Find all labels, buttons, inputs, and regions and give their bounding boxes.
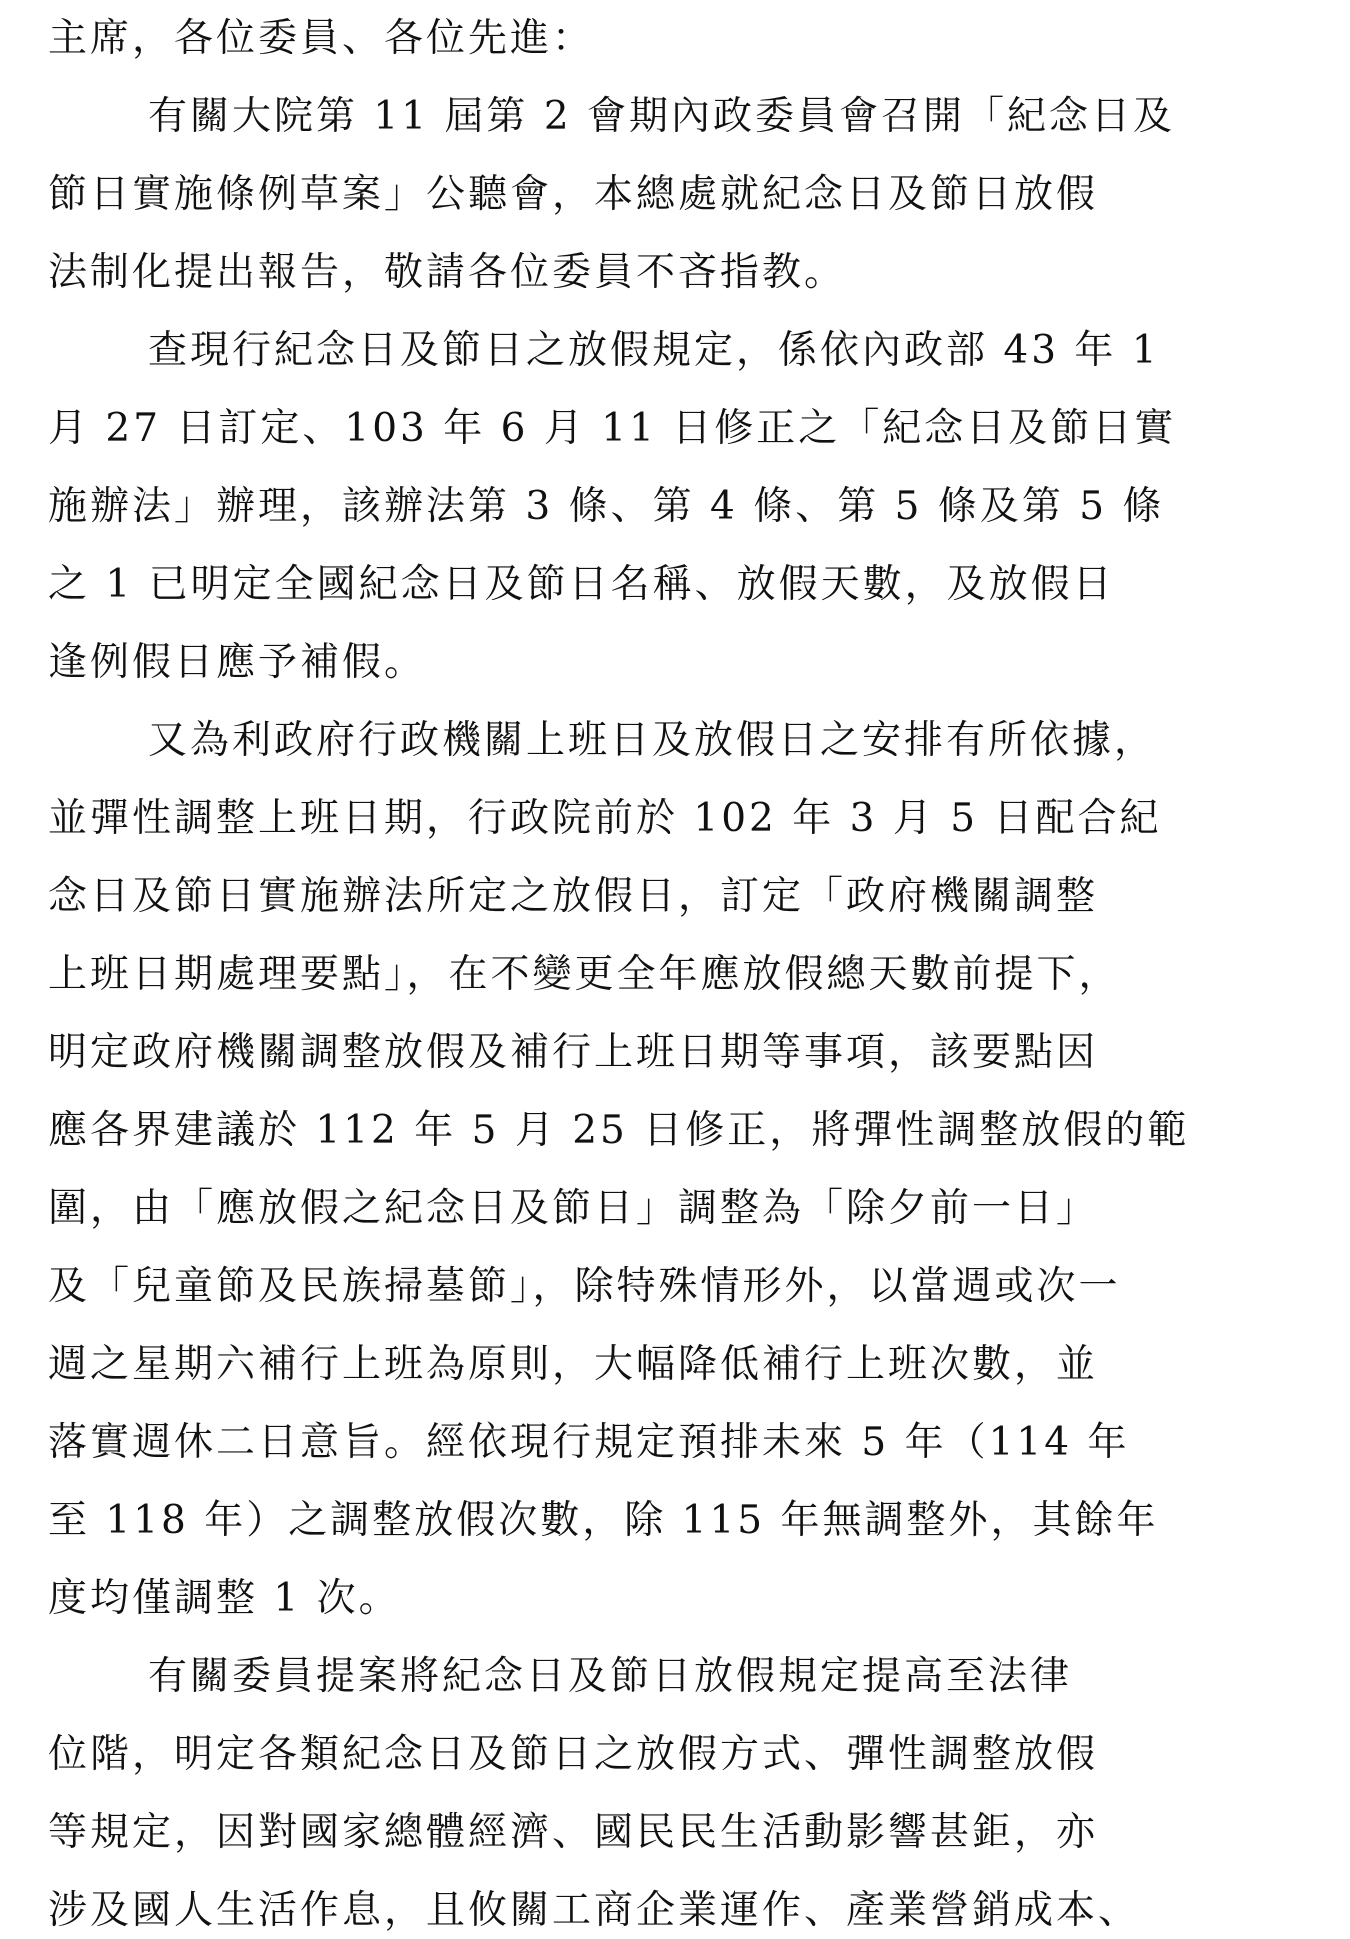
paragraph-3: [48, 702, 1318, 1638]
paragraph-line: 應各界建議於 112 年 5 月 25 日修正，將彈性調整放假的範: [48, 1108, 1190, 1153]
paragraph-line: 逢例假日應予補假。: [48, 640, 427, 685]
paragraph-4: [48, 1638, 1318, 1939]
paragraph-line: 涉及國人生活作息，且攸關工商企業運作、產業營銷成本、: [48, 1888, 1141, 1933]
paragraph-line: 節日實施條例草案」公聽會，本總處就紀念日及節日放假: [48, 172, 1099, 217]
paragraph-2: [48, 312, 1318, 702]
paragraph-line: 月 27 日訂定、103 年 6 月 11 日修正之「紀念日及節日實: [48, 406, 1177, 451]
paragraph-line: 施辦法」辦理，該辦法第 3 條、第 4 條、第 5 條及第 5 條: [48, 484, 1165, 529]
paragraph-line: 有關大院第 11 屆第 2 會期內政委員會召開「紀念日及: [148, 94, 1176, 139]
paragraph-line: 念日及節日實施辦法所定之放假日，訂定「政府機關調整: [48, 874, 1099, 919]
paragraph-line: 位階，明定各類紀念日及節日之放假方式、彈性調整放假: [48, 1732, 1099, 1777]
paragraph-line: 上班日期處理要點」，在不變更全年應放假總天數前提下，: [48, 952, 1121, 997]
paragraph-line: 圍，由「應放假之紀念日及節日」調整為「除夕前一日」: [48, 1186, 1099, 1231]
paragraph-line: 法制化提出報告，敬請各位委員不吝指教。: [48, 250, 847, 295]
paragraph-line: 落實週休二日意旨。經依現行規定預排未來 5 年（114 年: [48, 1420, 1130, 1465]
paragraph-line: 明定政府機關調整放假及補行上班日期等事項，該要點因: [48, 1030, 1099, 1075]
paragraph-line: 查現行紀念日及節日之放假規定，係依內政部 43 年 1: [148, 328, 1160, 373]
paragraph-line: 有關委員提案將紀念日及節日放假規定提高至法律: [148, 1654, 1073, 1699]
paragraph-line: 並彈性調整上班日期，行政院前於 102 年 3 月 5 日配合紀: [48, 796, 1162, 841]
salutation-line: 主席，各位委員、各位先進：: [48, 16, 595, 61]
paragraph-line: 又為利政府行政機關上班日及放假日之安排有所依據，: [148, 718, 1157, 763]
paragraph-line: 週之星期六補行上班為原則，大幅降低補行上班次數，並: [48, 1342, 1099, 1387]
document-page: [48, 0, 1318, 1939]
paragraph-line: 至 118 年）之調整放假次數，除 115 年無調整外，其餘年: [48, 1498, 1159, 1543]
paragraph-line: 及「兒童節及民族掃墓節」，除特殊情形外，以當週或次一: [48, 1264, 1121, 1309]
paragraph-line: 度均僅調整 1 次。: [48, 1576, 401, 1621]
paragraph-1: [48, 78, 1318, 312]
paragraph-line: 之 1 已明定全國紀念日及節日名稱、放假天數，及放假日: [48, 562, 1115, 607]
paragraph-line: 等規定，因對國家總體經濟、國民民生活動影響甚鉅，亦: [48, 1810, 1099, 1855]
